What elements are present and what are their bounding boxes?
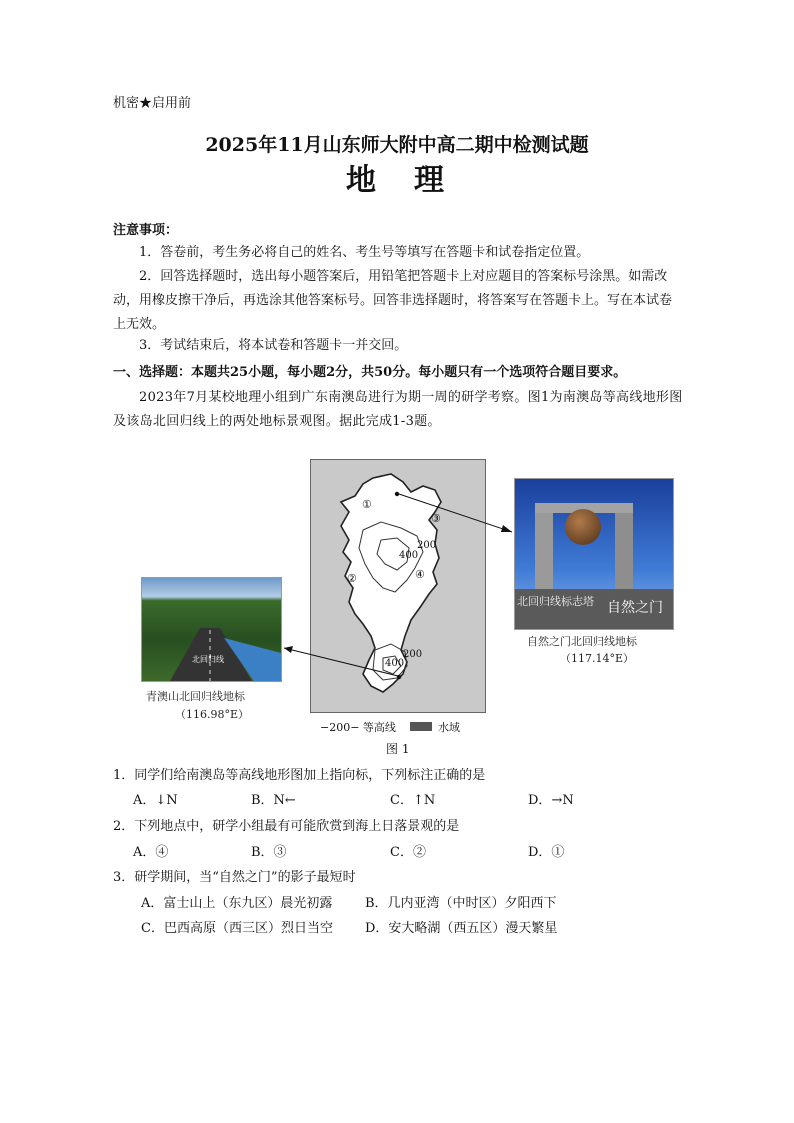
question-2-option-a: A．④ bbox=[133, 845, 169, 860]
left-photo-longitude: （116.98°E） bbox=[175, 708, 250, 721]
intro-paragraph: 2023年7月某校地理小组到广东南澳岛进行为期一周的研学考察。图1为南澳岛等高线地形图及该岛北回归线上的两处地标景观图。据此完成1-3题。 bbox=[113, 390, 683, 429]
point-4-label: ④ bbox=[415, 568, 425, 581]
legend-water-swatch bbox=[410, 722, 432, 731]
gate-of-nature-photo bbox=[514, 478, 674, 630]
right-photo-longitude: （117.14°E） bbox=[560, 652, 635, 665]
notice-item-2: 2．回答选择题时，选出每小题答案后，用铅笔把答题卡上对应题目的答案标号涂黑。如需改动，用橡皮擦干净后，再选涂其他答案标号。回答非选择题时，将答案写在答题卡上。写在本试卷上无效。 bbox=[113, 269, 673, 332]
notice-heading: 注意事项： bbox=[113, 223, 179, 238]
elevation-400-north: 400 bbox=[399, 550, 419, 561]
point-1-label: ① bbox=[362, 498, 372, 511]
right-photo-caption: 自然之门北回归线地标 bbox=[527, 635, 637, 648]
figure-number: 图 1 bbox=[386, 742, 410, 756]
gate-plaque-text: 北回归线标志塔 bbox=[517, 595, 594, 608]
road-photo bbox=[141, 577, 282, 682]
exam-title: 2025年11月山东师大附中高二期中检测试题 bbox=[205, 134, 589, 156]
elevation-200-north: 200 bbox=[417, 540, 437, 551]
question-2-stem: 2．下列地点中，研学小组最有可能欣赏到海上日落景观的是 bbox=[113, 819, 460, 834]
question-2-option-d: D．① bbox=[528, 845, 565, 860]
legend-water: 水域 bbox=[438, 721, 460, 734]
gate-sign-text: 自然之门 bbox=[607, 600, 663, 616]
question-1-option-a: A．↓N bbox=[133, 793, 178, 808]
confidential-label: 机密★启用前 bbox=[113, 96, 192, 111]
question-1-option-c: C．↑N bbox=[390, 793, 436, 808]
legend-contour: −200− 等高线 bbox=[320, 721, 396, 734]
left-photo-caption: 青澳山北回归线地标 bbox=[146, 690, 245, 703]
elevation-200-south: 200 bbox=[403, 649, 423, 660]
question-3-option-d: D．安大略湖（西五区）漫天繁星 bbox=[365, 921, 558, 936]
question-2-option-b: B．③ bbox=[251, 845, 287, 860]
subject-title: 地 理 bbox=[346, 163, 448, 198]
question-1-option-d: D．→N bbox=[528, 793, 574, 808]
question-3-option-b: B．几内亚湾（中时区）夕阳西下 bbox=[365, 896, 557, 911]
notice-item-1: 1．答卷前，考生务必将自己的姓名、考生号等填写在答题卡和试卷指定位置。 bbox=[139, 245, 590, 260]
question-1-option-b: B．N← bbox=[251, 793, 296, 808]
question-3-stem: 3．研学期间，当“自然之门”的影子最短时 bbox=[113, 870, 356, 885]
question-1-stem: 1．同学们给南澳岛等高线地形图加上指向标，下列标注正确的是 bbox=[113, 768, 486, 783]
point-2-label: ② bbox=[347, 572, 357, 585]
notice-item-3: 3．考试结束后，将本试卷和答题卡一并交回。 bbox=[139, 338, 408, 353]
elevation-400-south: 400 bbox=[385, 658, 405, 669]
question-2-option-c: C．② bbox=[390, 845, 426, 860]
section-heading: 一、选择题：本题共25小题，每小题2分，共50分。每小题只有一个选项符合题目要求。 bbox=[113, 365, 627, 380]
question-3-option-c: C．巴西高原（西三区）烈日当空 bbox=[141, 921, 333, 936]
road-marking-text: 北回归线 bbox=[192, 655, 224, 664]
point-3-label: ③ bbox=[431, 512, 441, 525]
question-3-option-a: A．富士山上（东九区）晨光初露 bbox=[141, 896, 333, 911]
